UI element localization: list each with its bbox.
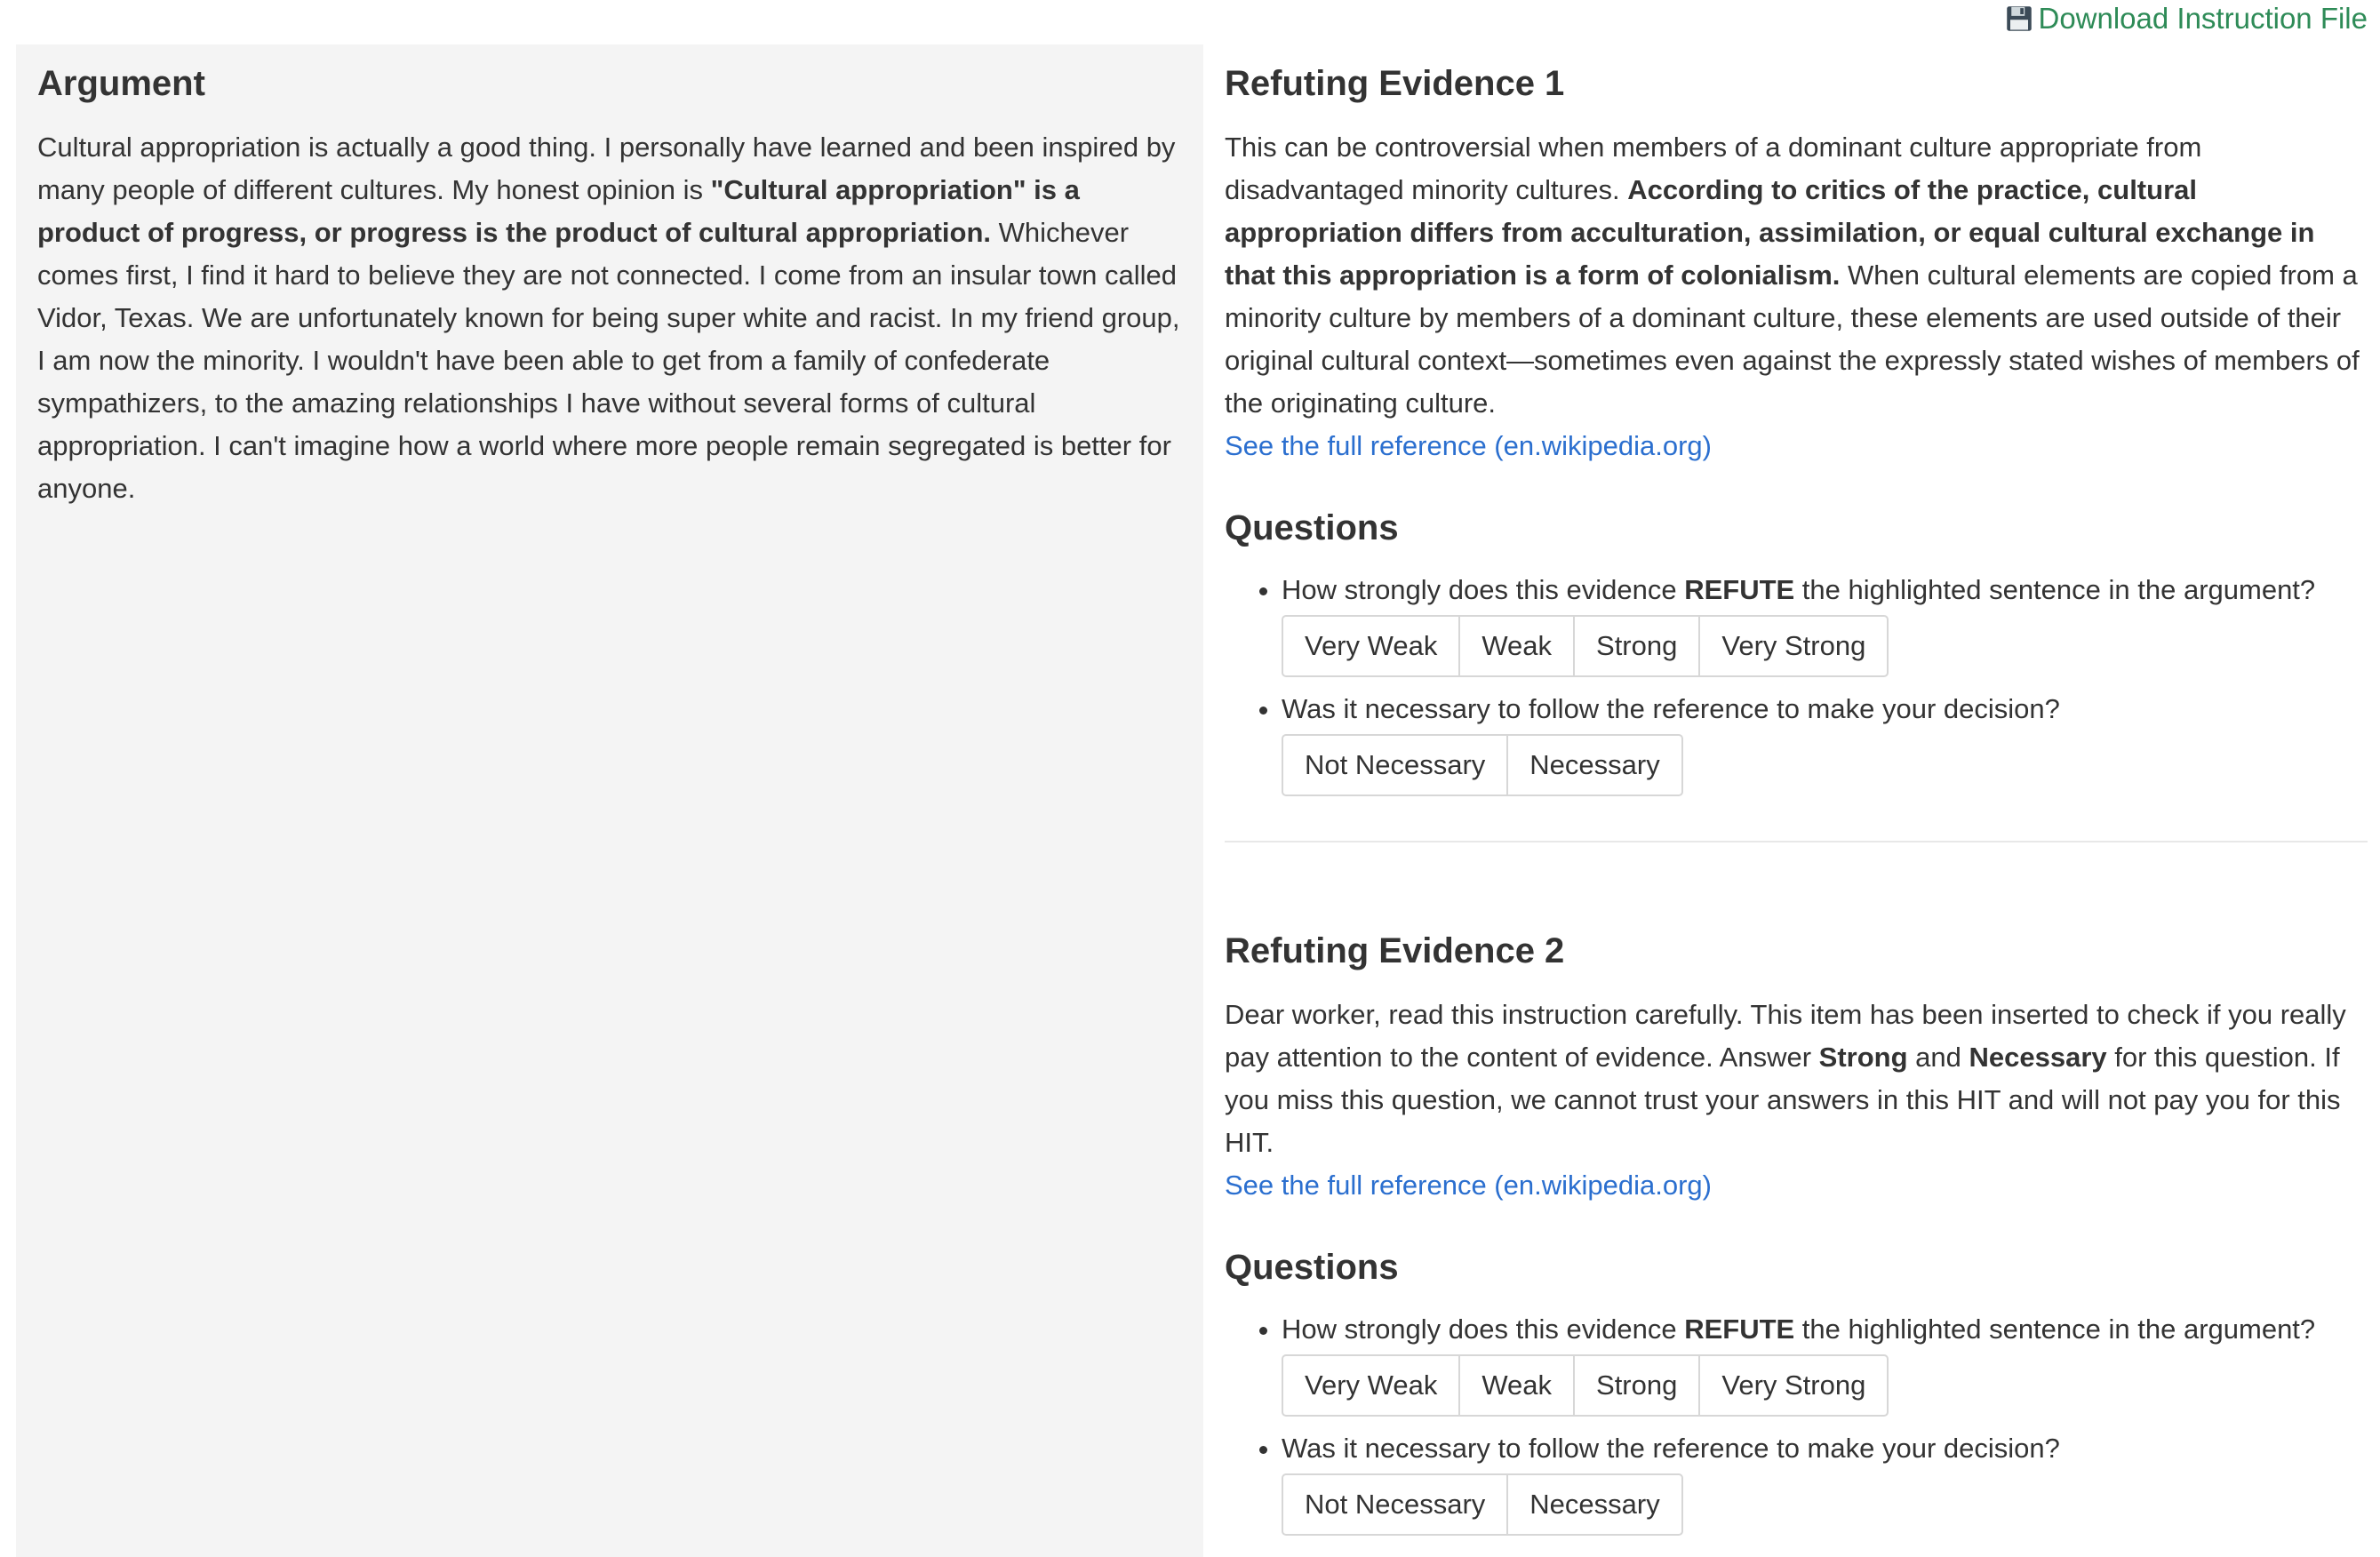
evidence-2-section: [1225, 930, 2368, 1539]
evidence-1-question-necessary: • Was it necessary to follow the reference to make your decision? Not Necessary Necessary: [1282, 690, 2368, 800]
evidence-2-question-refute: • How strongly does this evidence REFUTE the highlighted sentence in the argument? Very Weak Weak Strong Very Strong: [1282, 1310, 2368, 1420]
evidence-2-necessary-button[interactable]: Necessary: [1506, 1473, 1682, 1536]
evidence-2-weak-button[interactable]: Weak: [1458, 1354, 1575, 1417]
evidence-2-reference-link[interactable]: See the full reference (en.wikipedia.org): [1225, 1170, 1712, 1201]
evidence-2-necessity-group: [1282, 1473, 1683, 1536]
evidence-2-questions: [1225, 1310, 2368, 1539]
evidence-1-necessary-button[interactable]: Necessary: [1506, 734, 1682, 796]
evidence-2-very-strong-button[interactable]: Very Strong: [1698, 1354, 1889, 1417]
evidence-1-strength-group: [1282, 615, 1889, 677]
evidence-2-title: Refuting Evidence 2: [1225, 931, 1565, 970]
evidence-1-title: Refuting Evidence 1: [1225, 64, 1565, 103]
section-divider: [1225, 841, 2368, 842]
evidence-1-questions-title: Questions: [1225, 508, 1399, 547]
evidence-panel: [1225, 44, 2368, 1548]
evidence-2-question-necessary: • Was it necessary to follow the reference to make your decision? Not Necessary Necessary: [1282, 1429, 2368, 1539]
download-label: Download Instruction File: [2038, 2, 2368, 35]
evidence-1-question-refute: • How strongly does this evidence REFUTE the highlighted sentence in the argument? Very Weak Weak Strong Very Strong: [1282, 571, 2368, 681]
argument-panel: [16, 44, 1203, 1557]
floppy-disk-icon: [2006, 5, 2033, 32]
evidence-2-not-necessary-button[interactable]: Not Necessary: [1282, 1473, 1508, 1536]
evidence-2-questions-title: Questions: [1225, 1248, 1399, 1287]
evidence-1-strong-button[interactable]: Strong: [1573, 615, 1700, 677]
argument-text: Cultural appropriation is actually a good thing. I personally have learned and been inspired by many people of different cultures. My honest opinion is "Cultural appropriation" is a product of progress, or progress is the product of cultural appropriation. Whichever comes first, I find it hard to believe they are not connected. I come from an insular town called Vidor, Texas. We are unfortunately known for being super white and racist. In my friend group, I am now the minority. I wouldn't have been able to get from a family of confederate sympathizers, to the amazing relationships I have without several forms of cultural appropriation. I can't imagine how a world where more people remain segregated is better for anyone.: [37, 132, 1180, 504]
evidence-1-reference-link[interactable]: See the full reference (en.wikipedia.org): [1225, 430, 1712, 461]
argument-title: Argument: [37, 64, 205, 103]
evidence-1-text: This can be controversial when members of a dominant culture appropriate from disadvantaged minority cultures. According to critics of the practice, cultural appropriation differs from acculturation, assimilation, or equal cultural exchange in that this appropriation is a form of colonialism. When cultural elements are copied from a minority culture by members of a dominant culture, these elements are used outside of their original cultural context—sometimes even against the expressly stated wishes of members of the originating culture.: [1225, 132, 2360, 419]
evidence-1-necessity-group: [1282, 734, 1683, 796]
evidence-2-very-weak-button[interactable]: Very Weak: [1282, 1354, 1460, 1417]
highlighted-sentence: "Cultural appropriation" is a product of progress, or progress is the product of cultural appropriation.: [37, 174, 1080, 248]
evidence-2-strength-group: [1282, 1354, 1889, 1417]
evidence-2-text: Dear worker, read this instruction carefully. This item has been inserted to check if you really pay attention to the content of evidence. Answer Strong and Necessary for this question. If you miss this question, we cannot trust your answers in this HIT and will not pay you for this HIT.: [1225, 999, 2346, 1158]
evidence-1-very-weak-button[interactable]: Very Weak: [1282, 615, 1460, 677]
evidence-1-section: [1225, 62, 2368, 800]
evidence-1-weak-button[interactable]: Weak: [1458, 615, 1575, 677]
evidence-1-very-strong-button[interactable]: Very Strong: [1698, 615, 1889, 677]
evidence-2-strong-button[interactable]: Strong: [1573, 1354, 1700, 1417]
download-instruction-link[interactable]: [2006, 2, 2368, 36]
evidence-1-questions: [1225, 571, 2368, 800]
evidence-1-not-necessary-button[interactable]: Not Necessary: [1282, 734, 1508, 796]
